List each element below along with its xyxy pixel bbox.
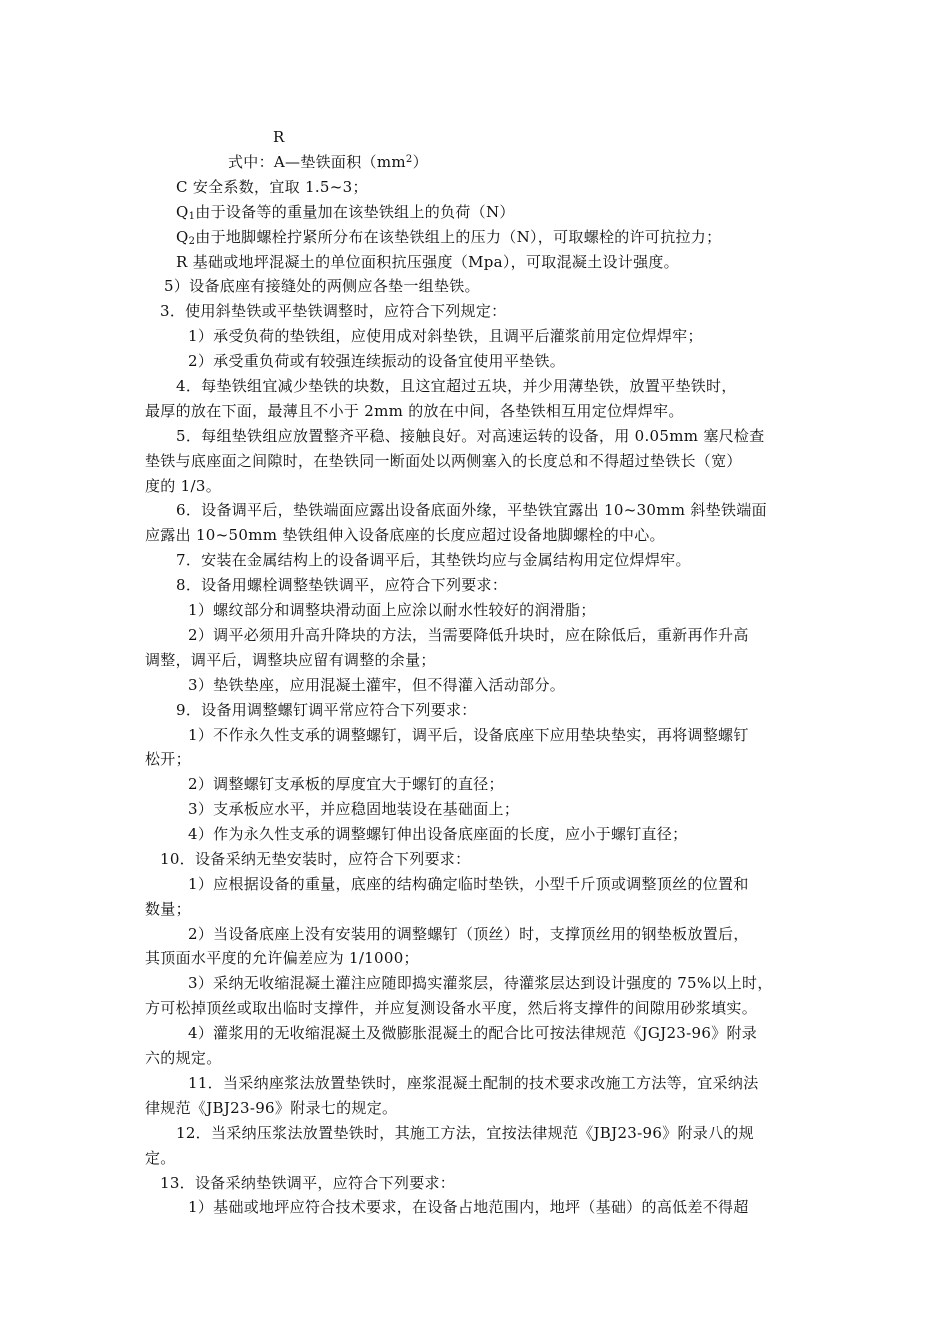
text-line: 1）不作永久性支承的调整螺钉，调平后，设备底座下应用垫块垫实，再将调整螺钉: [188, 726, 749, 744]
text-line: 垫铁与底座面之间隙时，在垫铁同一断面处以两侧塞入的长度总和不得超过垫铁长（宽）: [145, 452, 742, 470]
text-line: 1）螺纹部分和调整块滑动面上应涂以耐水性较好的润滑脂；: [188, 601, 596, 619]
text-line: 5．每组垫铁组应放置整齐平稳、接触良好。对高速运转的设备，用 0.05mm 塞尺检查: [176, 427, 765, 445]
formula-q2-text: 由于地脚螺栓拧紧所分布在该垫铁组上的压力（N），可取螺栓的许可抗拉力；: [195, 228, 722, 246]
text-line: 2）调整螺钉支承板的厚度宜大于螺钉的直径；: [188, 775, 504, 793]
text-line: 4）灌浆用的无收缩混凝土及微膨胀混凝土的配合比可按法律规范《JGJ23-96》附录: [188, 1024, 758, 1042]
text-line: 2）调平必须用升高升降块的方法，当需要降低升块时，应在除低后，重新再作升高: [188, 626, 749, 644]
text-line: 10．设备采纳无垫安装时，应符合下列要求：: [160, 850, 471, 868]
text-line: 9．设备用调整螺钉调平常应符合下列要求：: [176, 701, 477, 719]
text-line: 5）设备底座有接缝处的两侧应各垫一组垫铁。: [164, 277, 480, 295]
formula-q1-text: 由于设备等的重量加在该垫铁组上的负荷（N）: [195, 203, 515, 221]
text-line: 1）应根据设备的重量，底座的结构确定临时垫铁，小型千斤顶或调整顶丝的位置和: [188, 875, 749, 893]
formula-where-line: [228, 152, 428, 172]
text-line: 8．设备用螺栓调整垫铁调平，应符合下列要求：: [176, 576, 508, 594]
text-line: 定。: [145, 1149, 176, 1167]
formula-q1-sub: 1: [188, 211, 196, 222]
text-line: 3．使用斜垫铁或平垫铁调整时，应符合下列规定：: [160, 302, 507, 320]
formula-q1-line: [176, 202, 515, 222]
formula-q2-line: [176, 227, 721, 247]
text-line: 应露出 10~50mm 垫铁组伸入设备底座的长度应超过设备地脚螺栓的中心。: [145, 526, 665, 544]
text-line: 7．安装在金属结构上的设备调平后，其垫铁均应与金属结构用定位焊焊牢。: [176, 551, 691, 569]
text-line: 3）支承板应水平，并应稳固地装设在基础面上；: [188, 800, 520, 818]
text-line: 12．当采纳压浆法放置垫铁时，其施工方法，宜按法律规范《JBJ23-96》附录八的规: [176, 1124, 754, 1142]
formula-where-prefix: 式中：A—垫铁面积（mm: [228, 153, 406, 171]
text-line: 度的 1/3。: [145, 477, 222, 495]
formula-q1-q: Q: [176, 203, 189, 221]
text-line: 松开；: [145, 750, 191, 768]
text-line: 调整，调平后，调整块应留有调整的余量；: [145, 651, 436, 669]
text-line: 11．当采纳座浆法放置垫铁时，座浆混凝土配制的技术要求改施工方法等，宜采纳法: [188, 1074, 759, 1092]
text-line: 3）采纳无收缩混凝土灌注应随即捣实灌浆层，待灌浆层达到设计强度的 75%以上时，: [188, 974, 773, 992]
formula-c: C 安全系数，宜取 1.5~3；: [176, 178, 368, 196]
formula-where-sup: 2: [405, 154, 413, 165]
formula-r-definition: R 基础或地坪混凝土的单位面积抗压强度（Mpa），可取混凝土设计强度。: [176, 253, 679, 271]
text-line: 方可松掉顶丝或取出临时支撑件，并应复测设备水平度，然后将支撑件的间隙用砂浆填实。: [145, 999, 758, 1017]
text-line: 其顶面水平度的允许偏差应为 1/1000；: [145, 949, 419, 967]
text-line: 6．设备调平后，垫铁端面应露出设备底面外缘，平垫铁宜露出 10~30mm 斜垫铁端面: [176, 501, 767, 519]
formula-where-suffix: ）: [412, 153, 428, 171]
text-line: 2）承受重负荷或有较强连续振动的设备宜使用平垫铁。: [188, 352, 566, 370]
text-line: 律规范《JBJ23-96》附录七的规定。: [145, 1099, 398, 1117]
text-line: 4）作为永久性支承的调整螺钉伸出设备底座面的长度，应小于螺钉直径；: [188, 825, 688, 843]
formula-q2-q: Q: [176, 228, 189, 246]
text-line: 2）当设备底座上没有安装用的调整螺钉（顶丝）时，支撑顶丝用的钢垫板放置后，: [188, 925, 749, 943]
text-line: 4．每垫铁组宜减少垫铁的块数，且这宜超过五块，并少用薄垫铁，放置平垫铁时，: [176, 377, 737, 395]
text-line: 1）基础或地坪应符合技术要求，在设备占地范围内，地坪（基础）的高低差不得超: [188, 1198, 749, 1216]
text-line: 3）垫铁垫座，应用混凝土灌牢，但不得灌入活动部分。: [188, 676, 566, 694]
formula-q2-sub: 2: [188, 236, 196, 247]
formula-r: R: [273, 128, 285, 146]
text-line: 1）承受负荷的垫铁组，应使用成对斜垫铁，且调平后灌浆前用定位焊焊牢；: [188, 327, 703, 345]
text-line: 数量；: [145, 900, 191, 918]
text-line: 13．设备采纳垫铁调平，应符合下列要求：: [160, 1174, 456, 1192]
text-line: 六的规定。: [145, 1049, 222, 1067]
text-line: 最厚的放在下面，最薄且不小于 2mm 的放在中间，各垫铁相互用定位焊焊牢。: [145, 402, 684, 420]
